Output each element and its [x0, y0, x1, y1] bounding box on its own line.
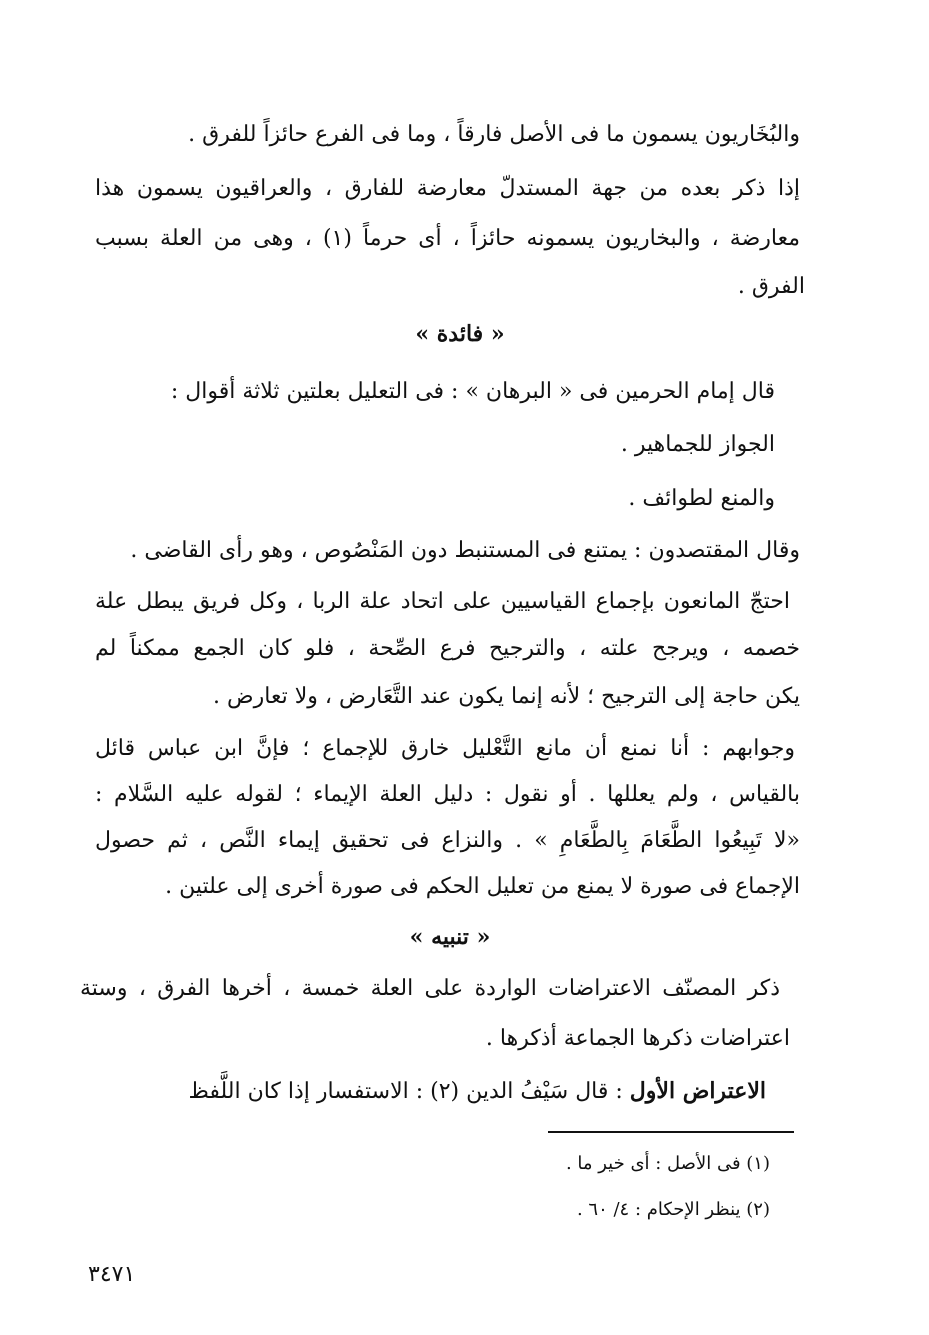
objection-line: [78, 1074, 766, 1109]
footnote: (٢) ينظر الإحكام : ٤/ ٦٠ .: [576, 1199, 770, 1220]
footnote: (١) فى الأصل : أى خير ما .: [565, 1153, 770, 1174]
text-line: والمنع لطوائف .: [628, 486, 775, 511]
text-line: احتجّ المانعون بإجماع القياسيين على اتحاد علة الربا ، وكل فريق يبطل علة: [95, 589, 790, 614]
section-heading-faida: « فائدة »: [415, 321, 505, 347]
page-number: ٣٤٧١: [88, 1262, 136, 1287]
text-line: «لا تَبِيعُوا الطَّعَامَ بِالطَّعَامِ » . والنزاع فى تحقيق إيماء النَّص ، ثم حصول: [95, 828, 800, 853]
text-line: الإجماع فى صورة لا يمنع من تعليل الحكم فى صورة أخرى إلى علتين .: [165, 874, 800, 899]
objection-text: : قال سَيْفُ الدين (٢) : الاستفسار إذا كان اللَّفظ: [188, 1079, 630, 1104]
text-line: وجوابهم : أنا نمنع أن مانع التَّعْليل خارق للإجماع ؛ فإنَّ ابن عباس قائل: [95, 736, 795, 761]
objection-label: الاعتراض الأول: [629, 1078, 766, 1104]
text-line: إذا ذكر بعده من جهة المستدلّ معارضة للفارق ، والعراقيون يسمون هذا: [95, 176, 800, 201]
text-line: معارضة ، والبخاريون يسمونه حائزاً ، أى حرماً (١) ، وهى من العلة بسبب: [95, 226, 800, 251]
text-line: الجواز للجماهير .: [620, 432, 775, 457]
text-line: قال إمام الحرمين فى « البرهان » : فى التعليل بعلتين ثلاثة أقوال :: [170, 379, 775, 404]
text-line: خصمه ، ويرجح علته ، والترجيح فرع الصِّحة ، فلو كان الجمع ممكناً لم: [95, 636, 800, 661]
section-heading-tanbih: « تنبيه »: [409, 924, 491, 950]
text-line: الفرق .: [737, 274, 805, 299]
text-line: ذكر المصنّف الاعتراضات الواردة على العلة خمسة ، أخرها الفرق ، وستة: [80, 976, 780, 1001]
text-line: بالقياس ، ولم يعللها . أو نقول : دليل العلة الإيماء ؛ لقوله عليه السَّلام :: [95, 782, 800, 807]
footnote-separator: [548, 1131, 794, 1133]
text-line: وقال المقتصدون : يمتنع فى المستنبط دون المَنْصُوص ، وهو رأى القاضى .: [130, 538, 800, 563]
text-line: اعتراضات ذكرها الجماعة أذكرها .: [485, 1026, 790, 1051]
text-line: يكن حاجة إلى الترجيح ؛ لأنه إنما يكون عند التَّعَارض ، ولا تعارض .: [213, 684, 800, 709]
text-line: والبُخَاريون يسمون ما فى الأصل فارقاً ، وما فى الفرع حائزاً للفرق .: [188, 122, 800, 147]
